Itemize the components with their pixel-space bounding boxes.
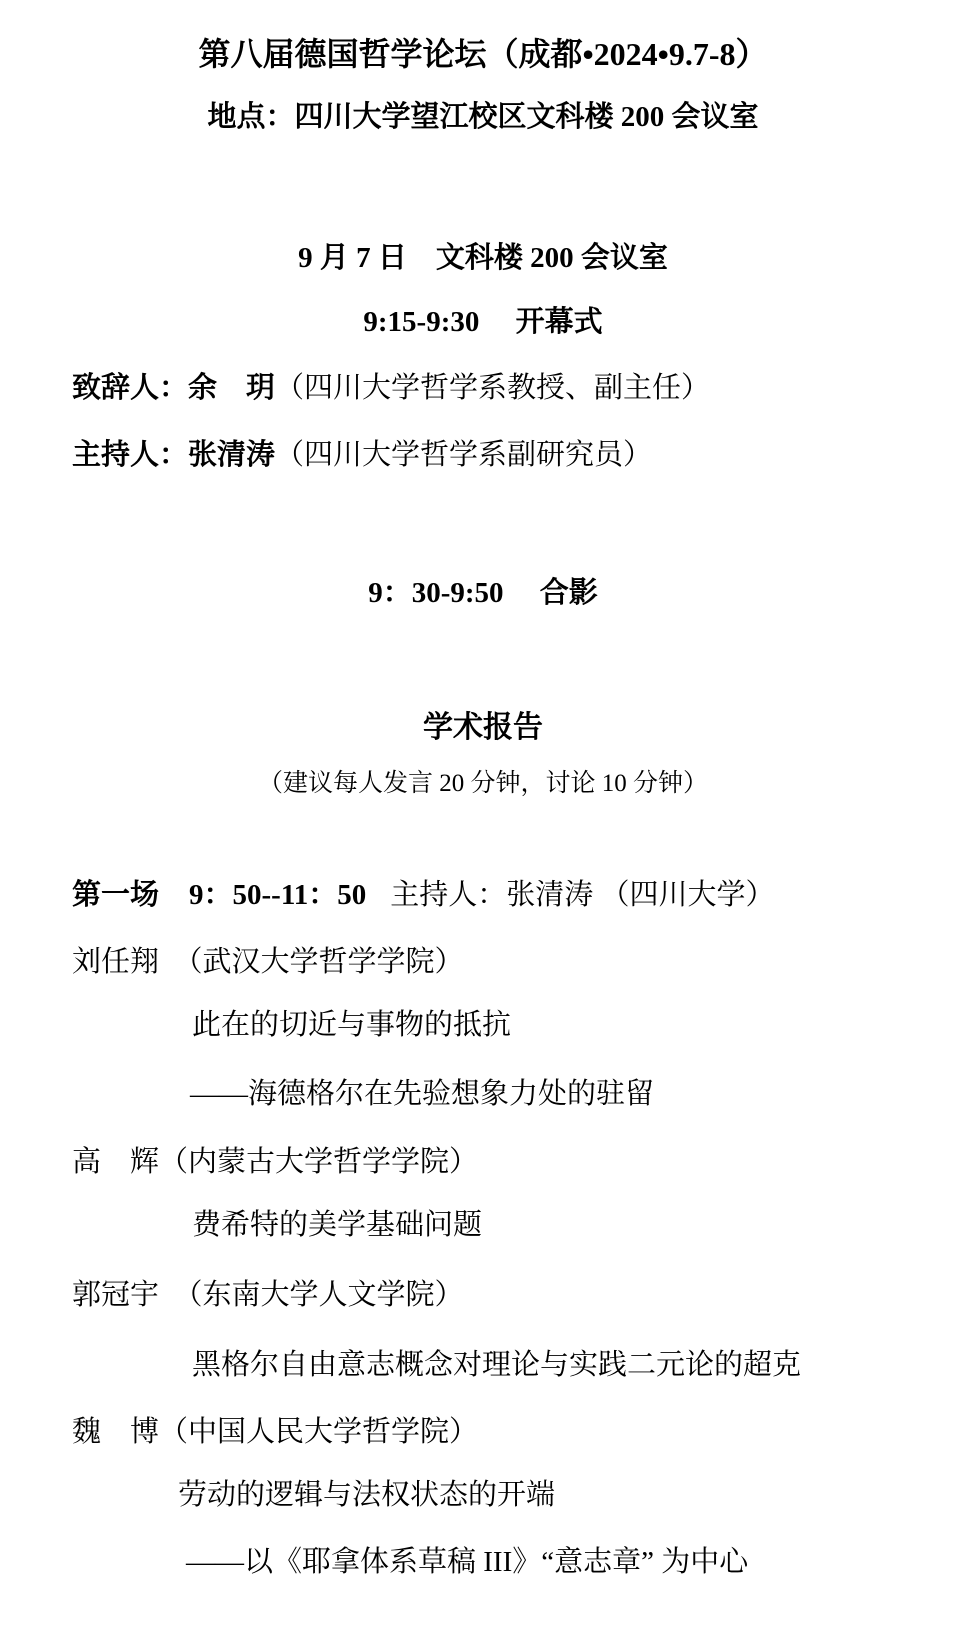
talk-4-subtitle: ——以《耶拿体系草稿 III》“意志章” 为中心 (186, 1546, 749, 1578)
opening-ceremony-line: 9:15-9:30 开幕式 (363, 306, 603, 338)
opening-host-label: 主持人： (72, 439, 189, 471)
reports-note: （建议每人发言 20 分钟，讨论 10 分钟） (257, 770, 708, 797)
talk-1-title: 此在的切近与事物的抵抗 (192, 1009, 512, 1041)
session-1-host: 主持人：张清涛 （四川大学） (390, 879, 775, 911)
session-1-header (72, 879, 775, 912)
session-1-time: 9：50--11：50 (189, 879, 367, 911)
talk-1-subtitle: ——海德格尔在先验想象力处的驻留 (190, 1078, 655, 1110)
speech-giver-line (72, 372, 710, 405)
talk-2-title: 费希特的美学基础问题 (192, 1209, 483, 1241)
speech-giver-label: 致辞人： (72, 372, 189, 404)
session-1-label: 第一场 (72, 879, 160, 911)
opening-host-name: 张清涛 (188, 439, 276, 471)
talk-2-speaker: 高 辉（内蒙古大学哲学学院） (72, 1146, 479, 1178)
opening-host-affiliation: （四川大学哲学系副研究员） (275, 439, 653, 471)
speech-giver-affiliation: （四川大学哲学系教授、副主任） (275, 372, 711, 404)
talk-3-title: 黑格尔自由意志概念对理论与实践二元论的超克 (192, 1349, 802, 1381)
talk-3-speaker: 郭冠宇 （东南大学人文学院） (72, 1279, 464, 1311)
day-header: 9 月 7 日 文科楼 200 会议室 (298, 242, 668, 274)
opening-host-line (72, 439, 652, 472)
reports-header: 学术报告 (423, 711, 543, 744)
talk-1-speaker: 刘任翔 （武汉大学哲学学院） (72, 946, 464, 978)
talk-4-speaker: 魏 博（中国人民大学哲学院） (72, 1416, 479, 1448)
venue-line: 地点：四川大学望江校区文科楼 200 会议室 (207, 101, 759, 133)
talk-4-title: 劳动的逻辑与法权状态的开端 (178, 1479, 556, 1511)
speech-giver-name: 余 玥 (188, 372, 276, 404)
group-photo-line: 9：30-9:50 合影 (368, 577, 598, 609)
forum-title: 第八届德国哲学论坛（成都•2024•9.7-8） (198, 36, 768, 72)
